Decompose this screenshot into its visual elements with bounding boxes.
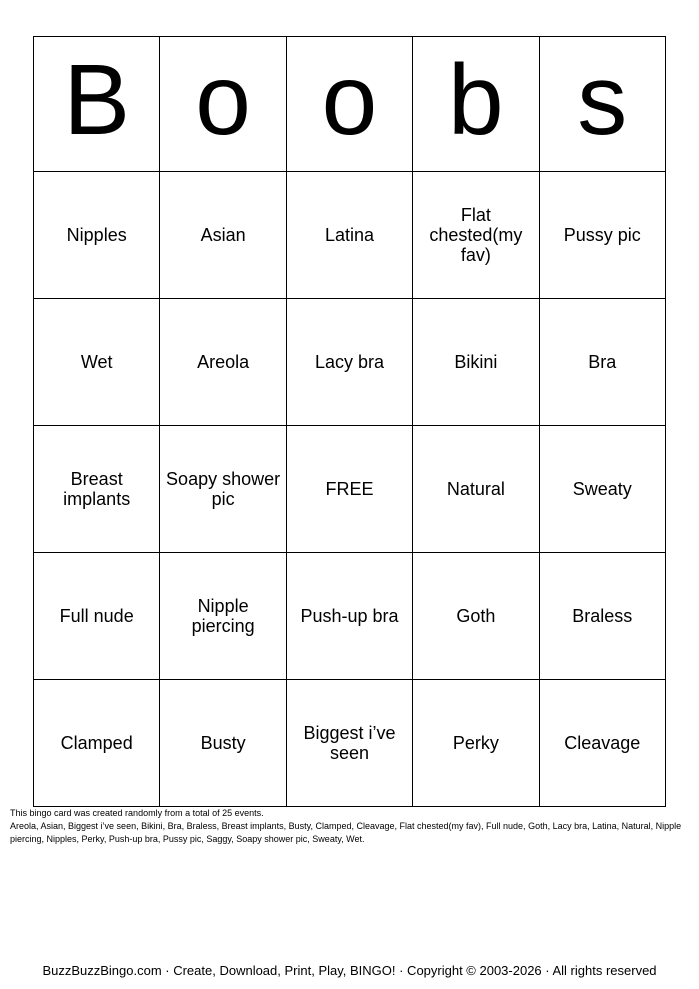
bingo-cell: Bra (539, 299, 665, 426)
bingo-cell: Clamped (34, 680, 160, 807)
bingo-cell: Nipples (34, 172, 160, 299)
bingo-cell: Soapy shower pic (160, 426, 286, 553)
bingo-cell: Sweaty (539, 426, 665, 553)
bingo-cell: Full nude (34, 553, 160, 680)
bingo-cell: Perky (413, 680, 539, 807)
bingo-cell: Cleavage (539, 680, 665, 807)
bingo-row (34, 299, 666, 426)
bingo-cell: Areola (160, 299, 286, 426)
bingo-cell: Asian (160, 172, 286, 299)
bingo-cell: Nipple piercing (160, 553, 286, 680)
bingo-row (34, 553, 666, 680)
bingo-row (34, 680, 666, 807)
card-info (10, 807, 690, 846)
bingo-cell: Pussy pic (539, 172, 665, 299)
header-letter: o (286, 37, 412, 172)
bingo-cell: Biggest i’ve seen (286, 680, 412, 807)
bingo-cell: Wet (34, 299, 160, 426)
bingo-cell: Natural (413, 426, 539, 553)
free-space-cell: FREE (286, 426, 412, 553)
header-letter: b (413, 37, 539, 172)
bingo-card (33, 36, 666, 807)
bingo-cell: Breast implants (34, 426, 160, 553)
footer-copyright: BuzzBuzzBingo.com · Create, Download, Print, Play, BINGO! · Copyright © 2003-2026 · All rights reserved (42, 963, 657, 978)
bingo-cell: Push-up bra (286, 553, 412, 680)
bingo-cell: Latina (286, 172, 412, 299)
bingo-cell: Goth (413, 553, 539, 680)
events-list: Areola, Asian, Biggest i’ve seen, Bikini, Bra, Braless, Breast implants, Busty, Clamped, Cleavage, Flat chested(my fav), Full nude, Goth, Lacy bra, Latina, Natural, Nipple piercing, Nipples, Perky, Push-up bra, Pussy pic, Saggy, Soapy shower pic, Sweaty, Wet. (10, 821, 682, 844)
header-letter: B (34, 37, 160, 172)
header-letter: o (160, 37, 286, 172)
bingo-cell: Busty (160, 680, 286, 807)
bingo-cell: Braless (539, 553, 665, 680)
bingo-cell: Lacy bra (286, 299, 412, 426)
bingo-cell: Flat chested(my fav) (413, 172, 539, 299)
bingo-row (34, 172, 666, 299)
bingo-row (34, 426, 666, 553)
bingo-cell: Bikini (413, 299, 539, 426)
header-letter: s (539, 37, 665, 172)
created-note: This bingo card was created randomly from a total of 25 events. (10, 808, 264, 818)
header-row (34, 37, 666, 172)
